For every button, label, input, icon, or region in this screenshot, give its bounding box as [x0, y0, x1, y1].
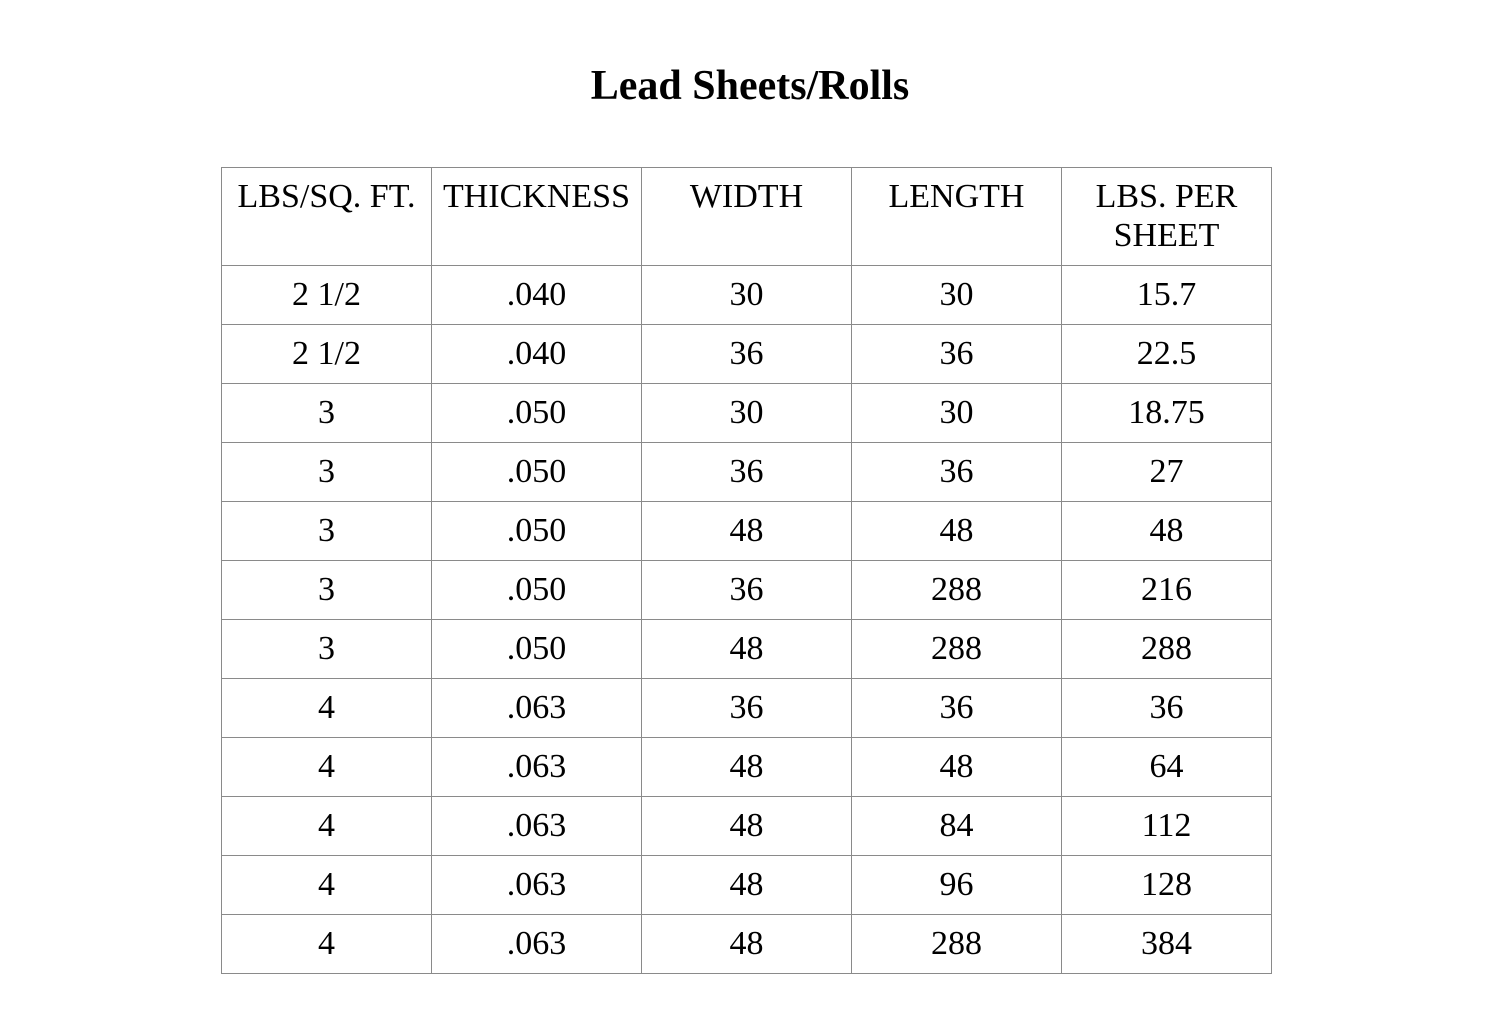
width-cell: 48 — [642, 797, 852, 856]
lbs-per-sheet-cell: 288 — [1062, 620, 1272, 679]
thickness-cell: .063 — [432, 679, 642, 738]
thickness-cell: .040 — [432, 325, 642, 384]
lbs-per-sheet-cell: 36 — [1062, 679, 1272, 738]
thickness-cell: .063 — [432, 738, 642, 797]
length-cell: 84 — [852, 797, 1062, 856]
lbs-per-sheet-cell: 128 — [1062, 856, 1272, 915]
table-row — [222, 738, 1272, 797]
table-body — [222, 266, 1272, 974]
length-cell: 288 — [852, 561, 1062, 620]
width-cell: 30 — [642, 266, 852, 325]
lbs-per-sheet-header: LBS. PER SHEET — [1062, 168, 1272, 266]
length-cell: 48 — [852, 738, 1062, 797]
header-row — [222, 168, 1272, 266]
table-row — [222, 384, 1272, 443]
lbs-per-sq-ft-cell: 3 — [222, 561, 432, 620]
thickness-cell: .040 — [432, 266, 642, 325]
table-row — [222, 856, 1272, 915]
lbs-per-sq-ft-cell: 3 — [222, 502, 432, 561]
thickness-cell: .050 — [432, 443, 642, 502]
lbs-per-sheet-cell: 27 — [1062, 443, 1272, 502]
length-cell: 288 — [852, 915, 1062, 974]
table-row — [222, 679, 1272, 738]
length-cell: 36 — [852, 443, 1062, 502]
thickness-header: THICKNESS — [432, 168, 642, 266]
lbs-per-sq-ft-cell: 4 — [222, 797, 432, 856]
lbs-per-sq-ft-cell: 3 — [222, 443, 432, 502]
table-row — [222, 443, 1272, 502]
thickness-cell: .050 — [432, 620, 642, 679]
width-cell: 36 — [642, 325, 852, 384]
lbs-per-sheet-cell: 18.75 — [1062, 384, 1272, 443]
table-row — [222, 266, 1272, 325]
table-row — [222, 325, 1272, 384]
lbs-per-sheet-cell: 22.5 — [1062, 325, 1272, 384]
thickness-cell: .063 — [432, 856, 642, 915]
width-cell: 36 — [642, 561, 852, 620]
width-cell: 48 — [642, 915, 852, 974]
lbs-per-sq-ft-cell: 2 1/2 — [222, 325, 432, 384]
lbs-per-sheet-cell: 112 — [1062, 797, 1272, 856]
lbs-per-sheet-cell: 384 — [1062, 915, 1272, 974]
width-cell: 30 — [642, 384, 852, 443]
lbs-per-sheet-cell: 48 — [1062, 502, 1272, 561]
length-cell: 36 — [852, 679, 1062, 738]
lbs-per-sq-ft-cell: 3 — [222, 384, 432, 443]
thickness-cell: .050 — [432, 384, 642, 443]
width-cell: 48 — [642, 856, 852, 915]
lbs-per-sq-ft-cell: 2 1/2 — [222, 266, 432, 325]
length-cell: 48 — [852, 502, 1062, 561]
thickness-cell: .050 — [432, 561, 642, 620]
width-cell: 48 — [642, 738, 852, 797]
length-cell: 36 — [852, 325, 1062, 384]
lbs-per-sq-ft-cell: 4 — [222, 738, 432, 797]
width-header: WIDTH — [642, 168, 852, 266]
table-row — [222, 502, 1272, 561]
page-title: Lead Sheets/Rolls — [590, 63, 910, 109]
lbs-per-sq-ft-cell: 3 — [222, 620, 432, 679]
length-cell: 30 — [852, 266, 1062, 325]
lbs-per-sheet-cell: 15.7 — [1062, 266, 1272, 325]
width-cell: 48 — [642, 620, 852, 679]
thickness-cell: .063 — [432, 915, 642, 974]
lbs-per-sq-ft-header: LBS/SQ. FT. — [222, 168, 432, 266]
thickness-cell: .050 — [432, 502, 642, 561]
lbs-per-sheet-cell: 216 — [1062, 561, 1272, 620]
table-row — [222, 561, 1272, 620]
lbs-per-sq-ft-cell: 4 — [222, 915, 432, 974]
width-cell: 48 — [642, 502, 852, 561]
length-header: LENGTH — [852, 168, 1062, 266]
thickness-cell: .063 — [432, 797, 642, 856]
lbs-per-sq-ft-cell: 4 — [222, 679, 432, 738]
lbs-per-sq-ft-cell: 4 — [222, 856, 432, 915]
table-row — [222, 797, 1272, 856]
table-row — [222, 915, 1272, 974]
table-row — [222, 620, 1272, 679]
length-cell: 96 — [852, 856, 1062, 915]
width-cell: 36 — [642, 679, 852, 738]
length-cell: 30 — [852, 384, 1062, 443]
width-cell: 36 — [642, 443, 852, 502]
length-cell: 288 — [852, 620, 1062, 679]
lbs-per-sheet-cell: 64 — [1062, 738, 1272, 797]
table-header — [222, 168, 1272, 266]
lead-sheets-table — [221, 167, 1272, 974]
